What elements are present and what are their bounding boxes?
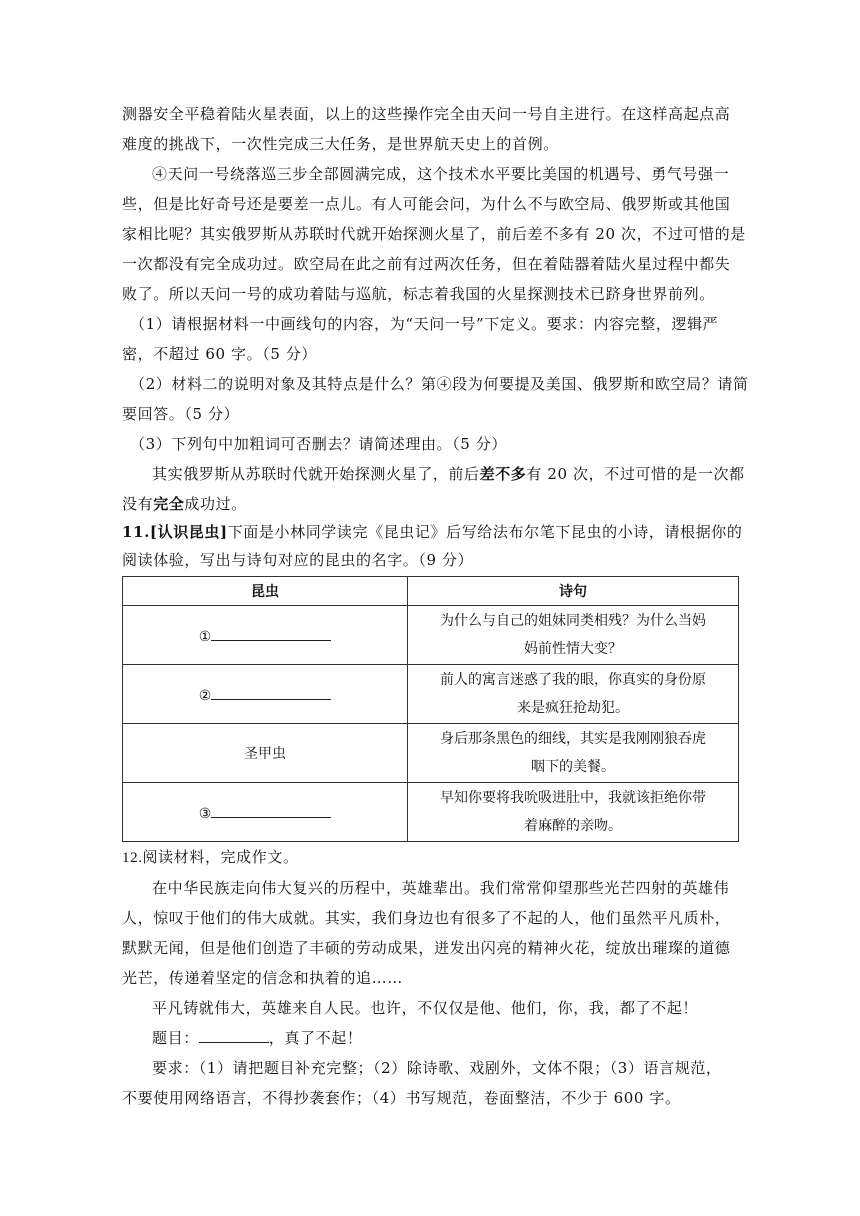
essay-material-line: 平凡铸就伟大，英雄来自人民。也许，不仅仅是他、他们，你，我，都了不起！ — [152, 999, 699, 1017]
answer-blank[interactable] — [211, 625, 331, 641]
para4-line: 些，但是比好奇号还是要差一点儿。有人可能会问，为什么不与欧空局、俄罗斯或其他国 — [122, 195, 731, 213]
insect-poem-table — [122, 576, 739, 842]
material2-line: 难度的挑战下，一次性完成三大任务，是世界航天史上的首例。 — [122, 135, 559, 153]
table-header: 诗句 — [408, 577, 739, 606]
question-2: （2）材料二的说明对象及其特点是什么？第④段为何要提及美国、俄罗斯和欧空局？请简 — [130, 375, 749, 393]
para4-line: 一次都没有完全成功过。欧空局在此之前有过两次任务，但在着陆器着陆火星过程中都失 — [122, 255, 731, 273]
question-12: 12.阅读材料，完成作文。 — [122, 850, 299, 866]
para4-line: ④天问一号绕落巡三步全部圆满完成，这个技术水平要比美国的机遇号、勇气号强一 — [152, 165, 730, 183]
question-1: （1）请根据材料一中画线句的内容，为“天问一号”下定义。要求：内容完整，逻辑严 — [130, 315, 719, 333]
insect-cell[interactable]: ③ — [123, 783, 408, 842]
table-header: 昆虫 — [123, 577, 408, 606]
question-11-number: 11.[认识昆虫] — [122, 523, 228, 541]
essay-title-line: 题目： ，真了不起！ — [152, 1029, 363, 1047]
bold-word: 完全 — [153, 495, 185, 513]
para4-line: 败了。所以天问一号的成功着陆与巡航，标志着我国的火星探测技术已跻身世界前列。 — [122, 285, 715, 303]
question-3-sentence: 其实俄罗斯从苏联时代就开始探测火星了，前后差不多有 20 次，不过可惜的是一次都 — [152, 465, 745, 483]
table-header-row — [123, 577, 739, 606]
table-row — [123, 665, 739, 724]
essay-material-line: 人，惊叹于他们的伟大成就。其实，我们身边也有很多了不起的人，他们虽然平凡质朴， — [122, 909, 731, 927]
para4-line: 家相比呢？其实俄罗斯从苏联时代就开始探测火星了，前后差不多有 20 次，不过可惜的是 — [122, 225, 746, 243]
poem-cell: 身后那条黑色的细线，其实是我刚刚狼吞虎 咽下的美餐。 — [408, 724, 739, 783]
insect-cell[interactable]: ② — [123, 665, 408, 724]
essay-requirement-line: 不要使用网络语言，不得抄袭套作；（4）书写规范，卷面整洁，不少于 600 字。 — [122, 1089, 681, 1107]
essay-material-line: 默默无闻，但是他们创造了丰硕的劳动成果，迸发出闪亮的精神火花，绽放出璀璨的道德 — [122, 939, 731, 957]
essay-requirement-line: 要求：（1）请把题目补充完整；（2）除诗歌、戏剧外，文体不限；（3）语言规范， — [152, 1059, 722, 1077]
essay-material-line: 光芒，传递着坚定的信念和执着的追…… — [122, 969, 403, 987]
title-blank[interactable] — [199, 1027, 269, 1043]
table-row — [123, 724, 739, 783]
answer-blank[interactable] — [211, 802, 331, 818]
question-11: 11.[认识昆虫]下面是小林同学读完《昆虫记》后写给法布尔笔下昆虫的小诗，请根据你的 — [122, 523, 743, 541]
question-3-sentence-cont: 没有完全成功过。 — [122, 495, 247, 513]
question-11-cont: 阅读体验，写出与诗句对应的昆虫的名字。（9 分） — [122, 551, 474, 569]
bold-word: 差不多 — [479, 465, 527, 483]
question-2-cont: 要回答。（5 分） — [122, 405, 240, 423]
question-1-cont: 密，不超过 60 字。（5 分） — [122, 345, 318, 363]
poem-cell: 为什么与自己的姐妹同类相残？为什么当妈 妈前性情大变？ — [408, 606, 739, 665]
answer-blank[interactable] — [211, 684, 331, 700]
insect-cell: 圣甲虫 — [123, 724, 408, 783]
table-row — [123, 783, 739, 842]
poem-cell: 前人的寓言迷惑了我的眼，你真实的身份原 来是疯狂抢劫犯。 — [408, 665, 739, 724]
poem-cell: 早知你要将我吮吸进肚中，我就该拒绝你带 着麻醉的亲吻。 — [408, 783, 739, 842]
question-3: （3）下列句中加粗词可否删去？请简述理由。（5 分） — [130, 435, 507, 453]
essay-material-line: 在中华民族走向伟大复兴的历程中，英雄辈出。我们常常仰望那些光芒四射的英雄伟 — [152, 879, 730, 897]
material2-line: 测器安全平稳着陆火星表面，以上的这些操作完全由天问一号自主进行。在这样高起点高 — [122, 105, 731, 123]
table-row — [123, 606, 739, 665]
insect-cell[interactable]: ① — [123, 606, 408, 665]
